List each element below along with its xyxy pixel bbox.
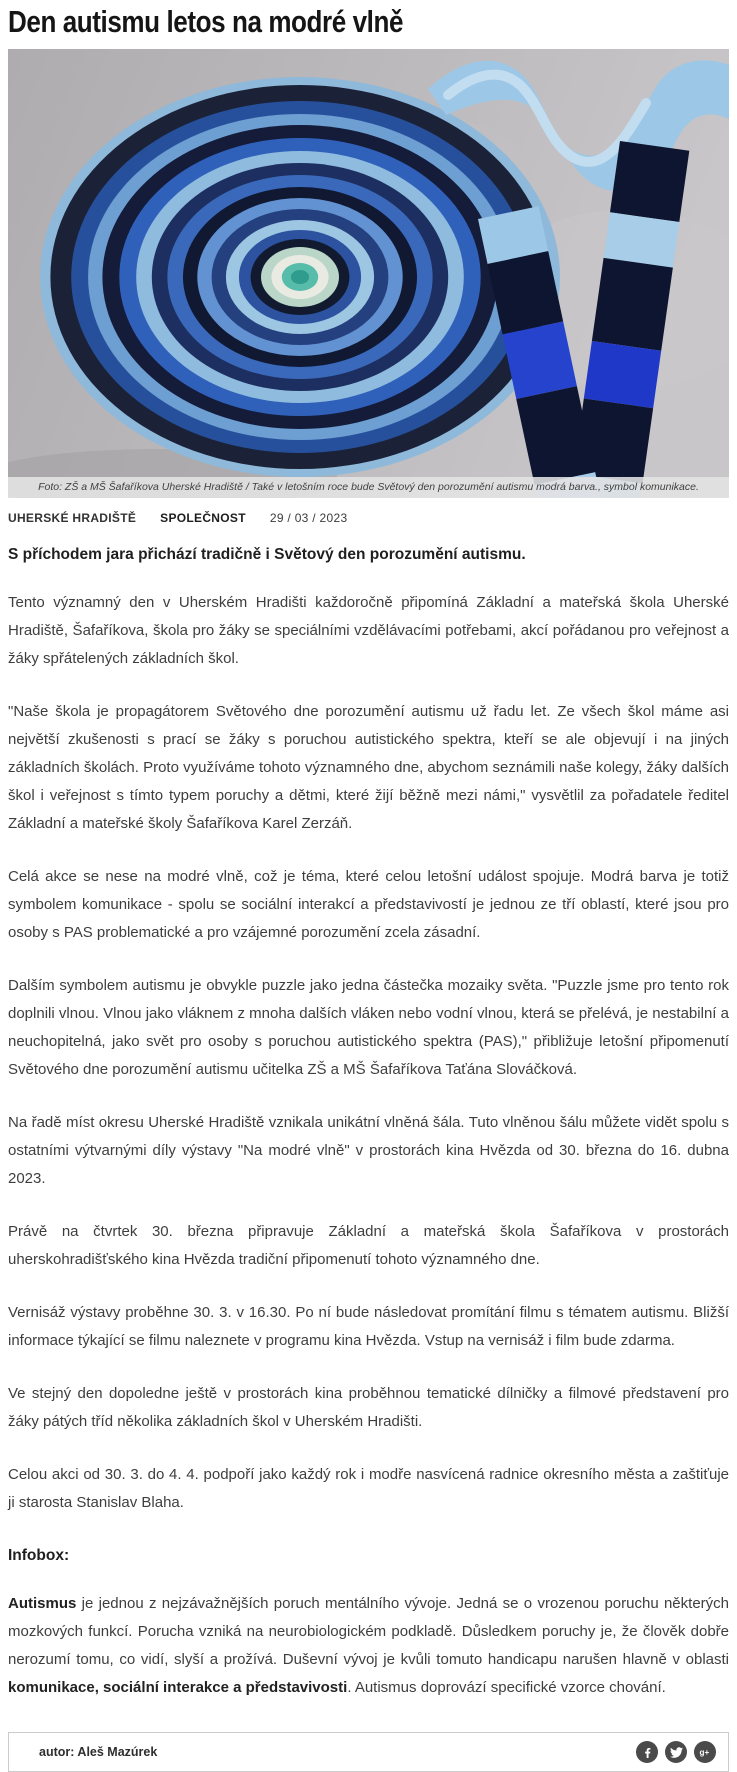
author-bar [8, 1732, 729, 1772]
infobox-heading: Infobox: [8, 1547, 70, 1564]
article-paragraph: Celou akci od 30. 3. do 4. 4. podpoří jako každý rok i modře nasvícená radnice okresního města a zaštiťuje ji starosta Stanislav Blaha. [8, 1466, 729, 1511]
infobox-paragraph [8, 1590, 729, 1702]
article-paragraph: "Naše škola je propagátorem Světového dne porozumění autismu už řadu let. Ze všech škol máme asi největší zkušenosti s prací se žáky s poruchou autistického spektra, kteří se ale objevují i na jiných základních školách. Proto využíváme tohoto významného dne, abychom seznámili naše kolegy, žáky dalších škol i veřejnost s tímto typem poruchy a dětmi, které žijí běžně mezi námi," vysvětlil za pořadatele ředitel Základní a mateřské školy Šafaříkova Karel Zerzáň. [8, 703, 729, 832]
infobox-text: . Autismus doprovází specifické vzorce chování. [347, 1679, 666, 1696]
twitter-icon[interactable] [665, 1741, 687, 1763]
infobox-bold-term: Autismus [8, 1595, 77, 1612]
meta-category-link[interactable]: SPOLEČNOST [160, 511, 246, 525]
article-body [8, 546, 729, 1702]
svg-text:g+: g+ [699, 1747, 710, 1757]
infobox-bold-phrase: komunikace, sociální interakce a představivosti [8, 1679, 348, 1696]
article-paragraph: Ve stejný den dopoledne ještě v prostorách kina proběhnou tematické dílničky a filmové představení pro žáky pátých tříd několika základních škol v Uherském Hradišti. [8, 1385, 729, 1430]
article-paragraph: Celá akce se nese na modré vlně, což je téma, které celou letošní událost spojuje. Modrá barva je totiž symbolem komunikace - spolu se sociální interakcí a představivostí je jednou ze tří oblastí, které jsou pro osoby s PAS problematické a pro vzájemné porozumění zcela zásadní. [8, 868, 729, 941]
article-paragraph: Tento významný den v Uherském Hradišti každoročně připomíná Základní a mateřská škola Uherské Hradiště, Šafaříkova, škola pro žáky se speciálními vzdělávacími potřebami, akcí pořádanou pro veřejnost a žáky spřátelených základních škol. [8, 594, 729, 667]
article-photo [8, 49, 729, 498]
article-paragraph: Právě na čtvrtek 30. března připravuje Základní a mateřská škola Šafaříkova v prostorách uherskohradišťského kina Hvězda tradiční připomenutí tohoto významného dne. [8, 1223, 729, 1268]
article-lead: S příchodem jara přichází tradičně i Světový den porozumění autismu. [8, 546, 526, 563]
page-title: Den autismu letos na modré vlně [8, 4, 404, 39]
author-label: autor: Aleš Mazúrek [39, 1745, 158, 1759]
article-paragraph: Vernisáž výstavy proběhne 30. 3. v 16.30. Po ní bude následovat promítání filmu s tématem autismu. Bližší informace týkající se filmu naleznete v programu kina Hvězda. Vstup na vernisáž i film bude zdarma. [8, 1304, 729, 1349]
article-photo-illustration [8, 49, 729, 498]
photo-caption: Foto: ZŠ a MŠ Šafaříkova Uherské Hradiště / Také v letošním roce bude Světový den porozumění autismu modrá barva., symbol komunikace. [8, 477, 729, 498]
article-meta [8, 511, 729, 525]
article-paragraph: Na řadě míst okresu Uherské Hradiště vznikala unikátní vlněná šála. Tuto vlněnou šálu můžete vidět spolu s ostatními výtvarnými díly výstavy "Na modré vlně" v prostorách kina Hvězda od 30. března do 16. dubna 2023. [8, 1114, 729, 1187]
meta-date: 29 / 03 / 2023 [269, 511, 348, 525]
meta-location-link[interactable]: UHERSKÉ HRADIŠTĚ [8, 511, 137, 525]
article-paragraph: Dalším symbolem autismu je obvykle puzzle jako jedna částečka mozaiky světa. "Puzzle jsme pro tento rok doplnili vlnou. Vlnou jako vláknem z mnoha dalších vláken nebo vodní vlnou, která se přelévá, je nestabilní a neuchopitelná, jako svět pro osoby s poruchou autistického spektra (PAS)," přibližuje letošní připomenutí Světového dne porozumění autismu učitelka ZŠ a MŠ Šafaříkova Taťána Slováčková. [8, 977, 729, 1078]
facebook-icon[interactable] [636, 1741, 658, 1763]
google-plus-icon[interactable] [694, 1741, 716, 1763]
social-share-buttons [636, 1741, 716, 1763]
infobox-text: je jednou z nejzávažnějších poruch mentálního vývoje. Jedná se o vrozenou poruchu některých mozkových funkcí. Porucha vzniká na neurobiologickém podkladě. Důsledkem poruchy je, že člověk dobře nerozumí tomu, co vidí, slyší a prožívá. Duševní vývoj je kvůli tomuto handicapu narušen hlavně v oblasti [8, 1595, 729, 1668]
